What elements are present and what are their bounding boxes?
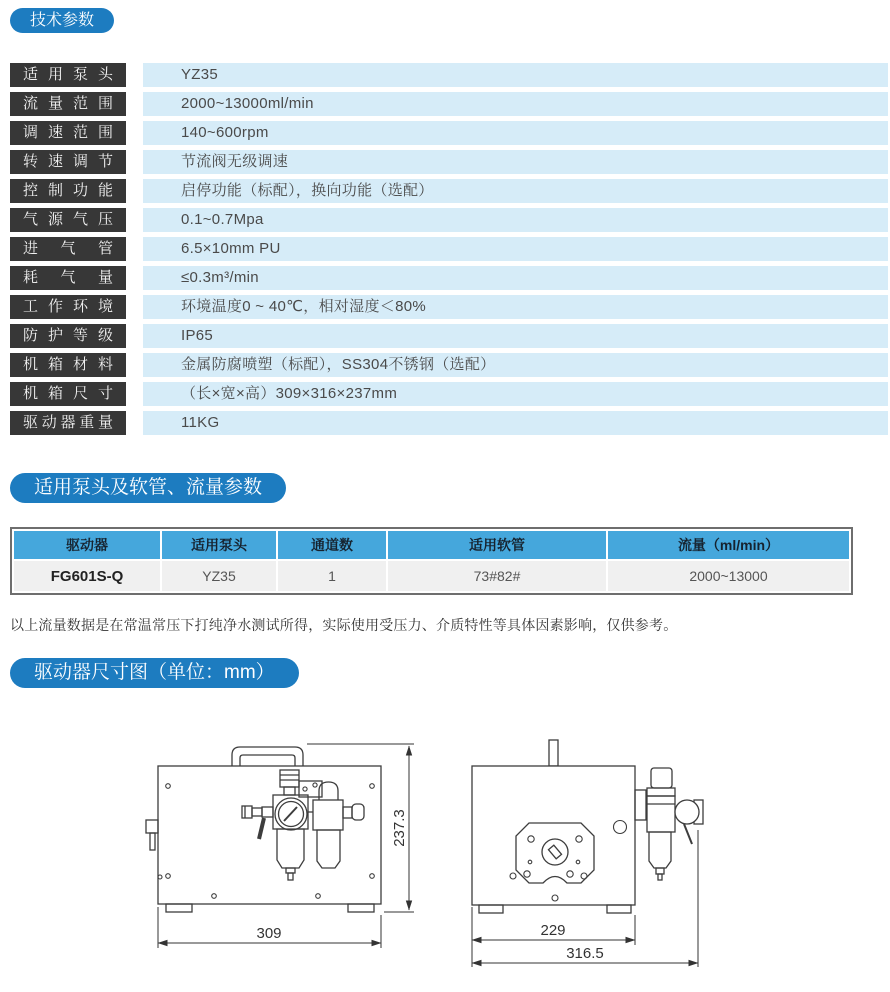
spec-row (10, 63, 888, 87)
spec-row (10, 92, 888, 116)
front-view-drawing (146, 747, 381, 912)
front-width-dim-label: 309 (256, 925, 282, 942)
spec-value: 节流阀无级调速 (143, 150, 888, 174)
spec-value: ≤0.3m³/min (143, 266, 888, 290)
spec-value: 140~600rpm (143, 121, 888, 145)
spec-row (10, 382, 888, 406)
section-title-tech-params: 技术参数 (10, 8, 114, 33)
spec-value: YZ35 (143, 63, 888, 87)
spec-value: 11KG (143, 411, 888, 435)
spec-label: 控制功能 (10, 179, 126, 203)
flow-data-note: 以上流量数据是在常温常压下打纯净水测试所得，实际使用受压力、介质特性等具体因素影响，仅供参考。 (10, 617, 678, 633)
spec-value: 0.1~0.7Mpa (143, 208, 888, 232)
pump-table-header-row (14, 531, 849, 559)
spec-row (10, 266, 888, 290)
spec-label: 调速范围 (10, 121, 126, 145)
spec-label: 气源气压 (10, 208, 126, 232)
side-total-width-dim-label: 316.5 (566, 945, 604, 962)
spec-row (10, 295, 888, 319)
spec-row (10, 411, 888, 435)
col-pump-head: 适用泵头 (162, 531, 276, 559)
spec-label: 进气管 (10, 237, 126, 261)
spec-value: 启停功能（标配），换向功能（选配） (143, 179, 888, 203)
spec-row (10, 237, 888, 261)
spec-label: 流量范围 (10, 92, 126, 116)
side-view-drawing (472, 740, 703, 913)
dimension-drawings (0, 700, 890, 992)
spec-table (10, 63, 888, 435)
cell-flow: 2000~13000 (608, 561, 849, 591)
side-inner-width-dim-label: 229 (540, 922, 566, 939)
col-tubing: 适用软管 (388, 531, 606, 559)
col-flow: 流量（ml/min） (608, 531, 849, 559)
spec-value: 6.5×10mm PU (143, 237, 888, 261)
spec-label: 适用泵头 (10, 63, 126, 87)
front-height-dim-label: 237.3 (391, 809, 408, 847)
spec-label: 驱动器重量 (10, 411, 126, 435)
spec-label: 机箱尺寸 (10, 382, 126, 406)
spec-value: IP65 (143, 324, 888, 348)
spec-row (10, 353, 888, 377)
cell-channels: 1 (278, 561, 386, 591)
cell-driver-model: FG601S-Q (14, 561, 160, 591)
spec-label: 工作环境 (10, 295, 126, 319)
spec-value: 环境温度0 ~ 40℃，相对湿度＜80% (143, 295, 888, 319)
col-driver: 驱动器 (14, 531, 160, 559)
cell-pump-head: YZ35 (162, 561, 276, 591)
spec-label: 转速调节 (10, 150, 126, 174)
cell-tubing: 73#82# (388, 561, 606, 591)
spec-row (10, 121, 888, 145)
section-title-dimensions: 驱动器尺寸图（单位：mm） (10, 658, 299, 688)
col-channels: 通道数 (278, 531, 386, 559)
section-title-pump-table: 适用泵头及软管、流量参数 (10, 473, 286, 503)
spec-value: 金属防腐喷塑（标配），SS304不锈钢（选配） (143, 353, 888, 377)
table-row (14, 561, 849, 591)
spec-label: 防护等级 (10, 324, 126, 348)
spec-value: （长×宽×高）309×316×237mm (143, 382, 888, 406)
spec-row (10, 324, 888, 348)
spec-label: 耗气量 (10, 266, 126, 290)
spec-row (10, 179, 888, 203)
spec-label: 机箱材料 (10, 353, 126, 377)
spec-value: 2000~13000ml/min (143, 92, 888, 116)
pump-head-table (10, 527, 853, 595)
spec-row (10, 150, 888, 174)
spec-row (10, 208, 888, 232)
